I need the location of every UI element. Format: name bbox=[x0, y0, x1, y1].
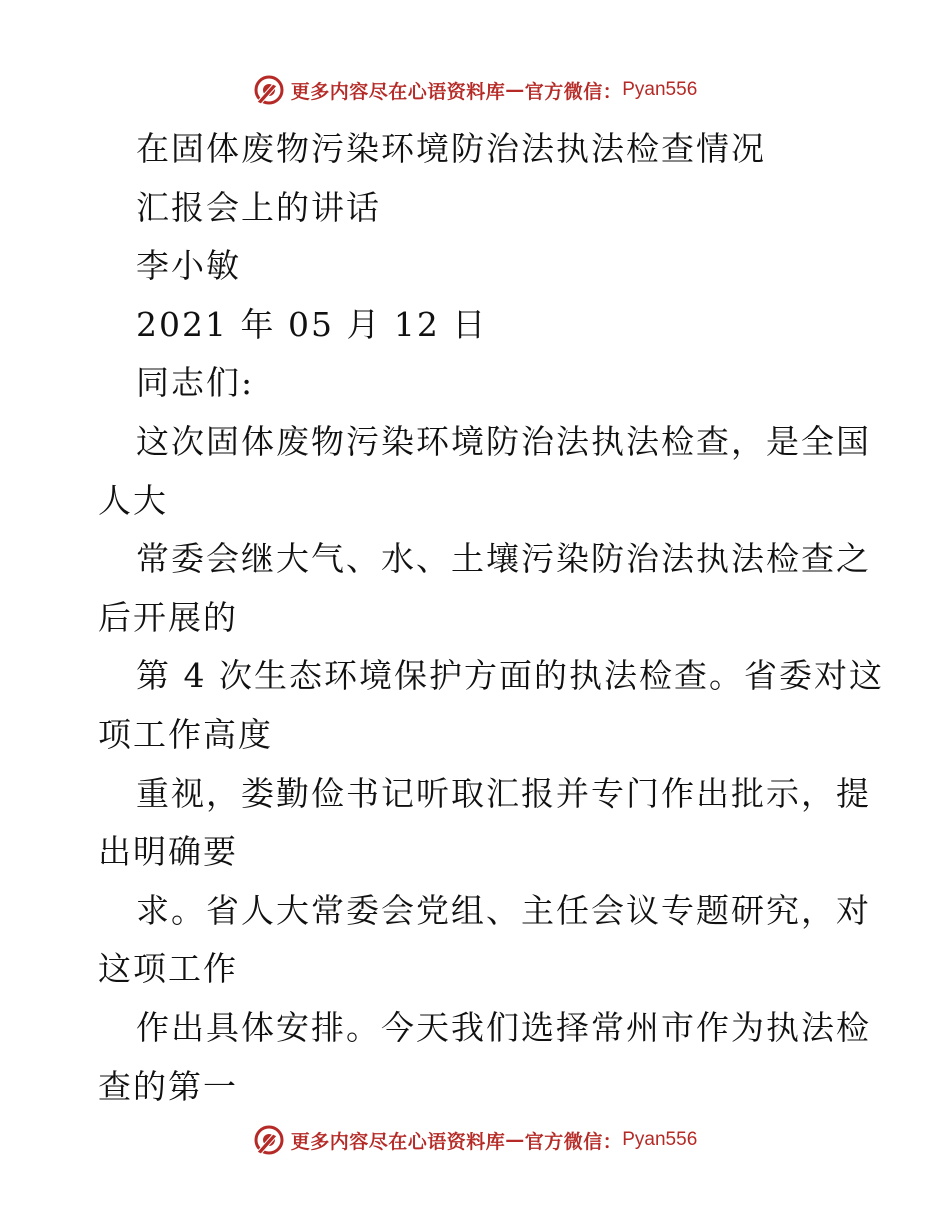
doc-line: 项工作高度 bbox=[98, 714, 273, 754]
banner-text: 更多内容尽在心语资料库 bbox=[290, 1130, 506, 1153]
doc-line: 2021 年 05 月 12 日 bbox=[136, 304, 488, 344]
footer-banner bbox=[0, 1120, 950, 1160]
banner-text: 更多内容尽在心语资料库 bbox=[290, 80, 506, 103]
doc-line: 后开展的 bbox=[98, 597, 238, 637]
doc-line: 这次固体废物污染环境防治法执法检查，是全国 bbox=[136, 421, 871, 461]
banner-official: 官方微信： bbox=[524, 80, 623, 103]
header-banner bbox=[0, 70, 950, 110]
banner-separator: — bbox=[505, 79, 525, 101]
banner-official: 官方微信： bbox=[524, 1130, 623, 1153]
doc-line: 第 4 次生态环境保护方面的执法检查。省委对这 bbox=[136, 656, 884, 696]
doc-line: 出明确要 bbox=[98, 832, 238, 872]
doc-line: 人大 bbox=[98, 480, 168, 520]
doc-line: 查的第一 bbox=[98, 1066, 238, 1106]
banner-separator: — bbox=[505, 1129, 525, 1151]
pen-logo-icon bbox=[253, 1124, 285, 1156]
banner-wechat: Pyan556 bbox=[622, 79, 698, 100]
banner-wechat: Pyan556 bbox=[622, 1129, 698, 1150]
doc-line: 汇报会上的讲话 bbox=[136, 187, 381, 227]
doc-line: 在固体废物污染环境防治法执法检查情况 bbox=[136, 129, 766, 168]
doc-line: 常委会继大气、水、土壤污染防治法执法检查之 bbox=[136, 539, 871, 579]
doc-line: 同志们: bbox=[136, 363, 255, 403]
pen-logo-icon bbox=[253, 74, 285, 106]
doc-line: 作出具体安排。今天我们选择常州市作为执法检 bbox=[136, 1007, 871, 1047]
doc-line: 求。省人大常委会党组、主任会议专题研究，对 bbox=[136, 890, 871, 930]
doc-line: 重视，娄勤俭书记听取汇报并专门作出批示，提 bbox=[136, 773, 871, 813]
document-body bbox=[98, 120, 884, 1116]
doc-line: 这项工作 bbox=[98, 949, 238, 989]
doc-line: 李小敏 bbox=[136, 246, 241, 286]
